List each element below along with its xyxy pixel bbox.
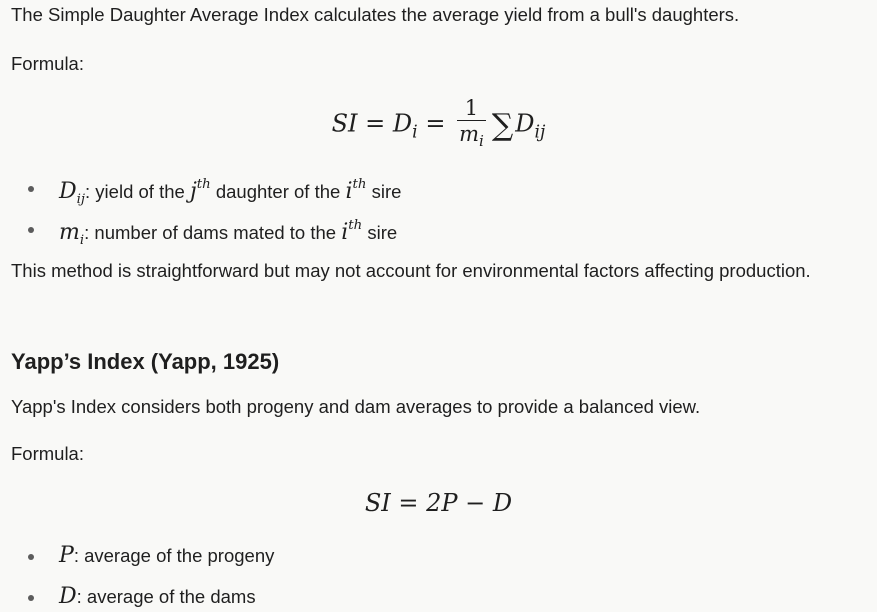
list-item (31, 543, 274, 569)
formula-d2: D (515, 109, 535, 138)
bullet-text: : number of dams mated to the (84, 222, 342, 244)
section-heading: Yapp’s Index (Yapp, 1925) (11, 349, 280, 374)
section-paragraph: Yapp's Index considers both progeny and dam averages to provide a balanced view. (11, 396, 701, 417)
fraction-denominator-sub: i (479, 132, 484, 151)
bullet-text: : average of the progeny (73, 545, 275, 566)
bullet-text: : yield of the (85, 181, 190, 203)
bullet-var-j-sup: th (196, 177, 211, 193)
formula-fraction (457, 96, 486, 154)
bullet-symbol-sub: i (79, 232, 85, 248)
formula-d: D (392, 109, 413, 138)
bullet-var-i-sup: th (348, 218, 363, 234)
bullet-text-post: sire (366, 181, 402, 203)
list-item (31, 216, 397, 254)
bullet-symbol: m (59, 220, 80, 246)
yapp-index-formula: SI = 2P − D (364, 489, 513, 517)
fraction-denominator-m: m (459, 122, 479, 146)
bullet-symbol: D (59, 584, 77, 609)
list-item (31, 584, 256, 610)
fraction-denominator (457, 120, 486, 154)
bullet-var-i-sup: th (352, 177, 367, 193)
bullet-symbol: D (59, 179, 77, 205)
bullet-text: : average of the dams (76, 586, 256, 607)
formula-d2-sub: ij (534, 122, 546, 143)
bullet-symbol-sub: ij (76, 191, 86, 207)
intro-paragraph: The Simple Daughter Average Index calculates the average yield from a bull's daughters. (11, 4, 740, 25)
formula-si: SI (331, 109, 358, 138)
formula-d-sub: i (412, 122, 418, 143)
formula-label-text: Formula (11, 53, 79, 74)
bullet-symbol: P (59, 543, 74, 568)
list-item (31, 175, 401, 213)
formula-equals-2: = (425, 109, 446, 138)
formula-label-text-2: Formula (11, 443, 79, 464)
summation-symbol: ∑ (491, 107, 514, 143)
bullet-var-j: j (189, 179, 197, 205)
formula-equals: = (365, 109, 386, 138)
fraction-numerator: 1 (464, 96, 479, 120)
bullet-text-post: sire (362, 222, 398, 244)
simple-daughter-average-formula (0, 96, 877, 154)
formula-label: Formula: (11, 53, 84, 74)
bullet-var-i: i (345, 179, 353, 205)
note-paragraph: This method is straightforward but may not account for environmental factors affecting production. (11, 260, 811, 281)
formula-label-2: Formula: (11, 443, 84, 464)
bullet-text-mid: daughter of the (210, 181, 346, 203)
bullet-var-i: i (341, 220, 349, 246)
